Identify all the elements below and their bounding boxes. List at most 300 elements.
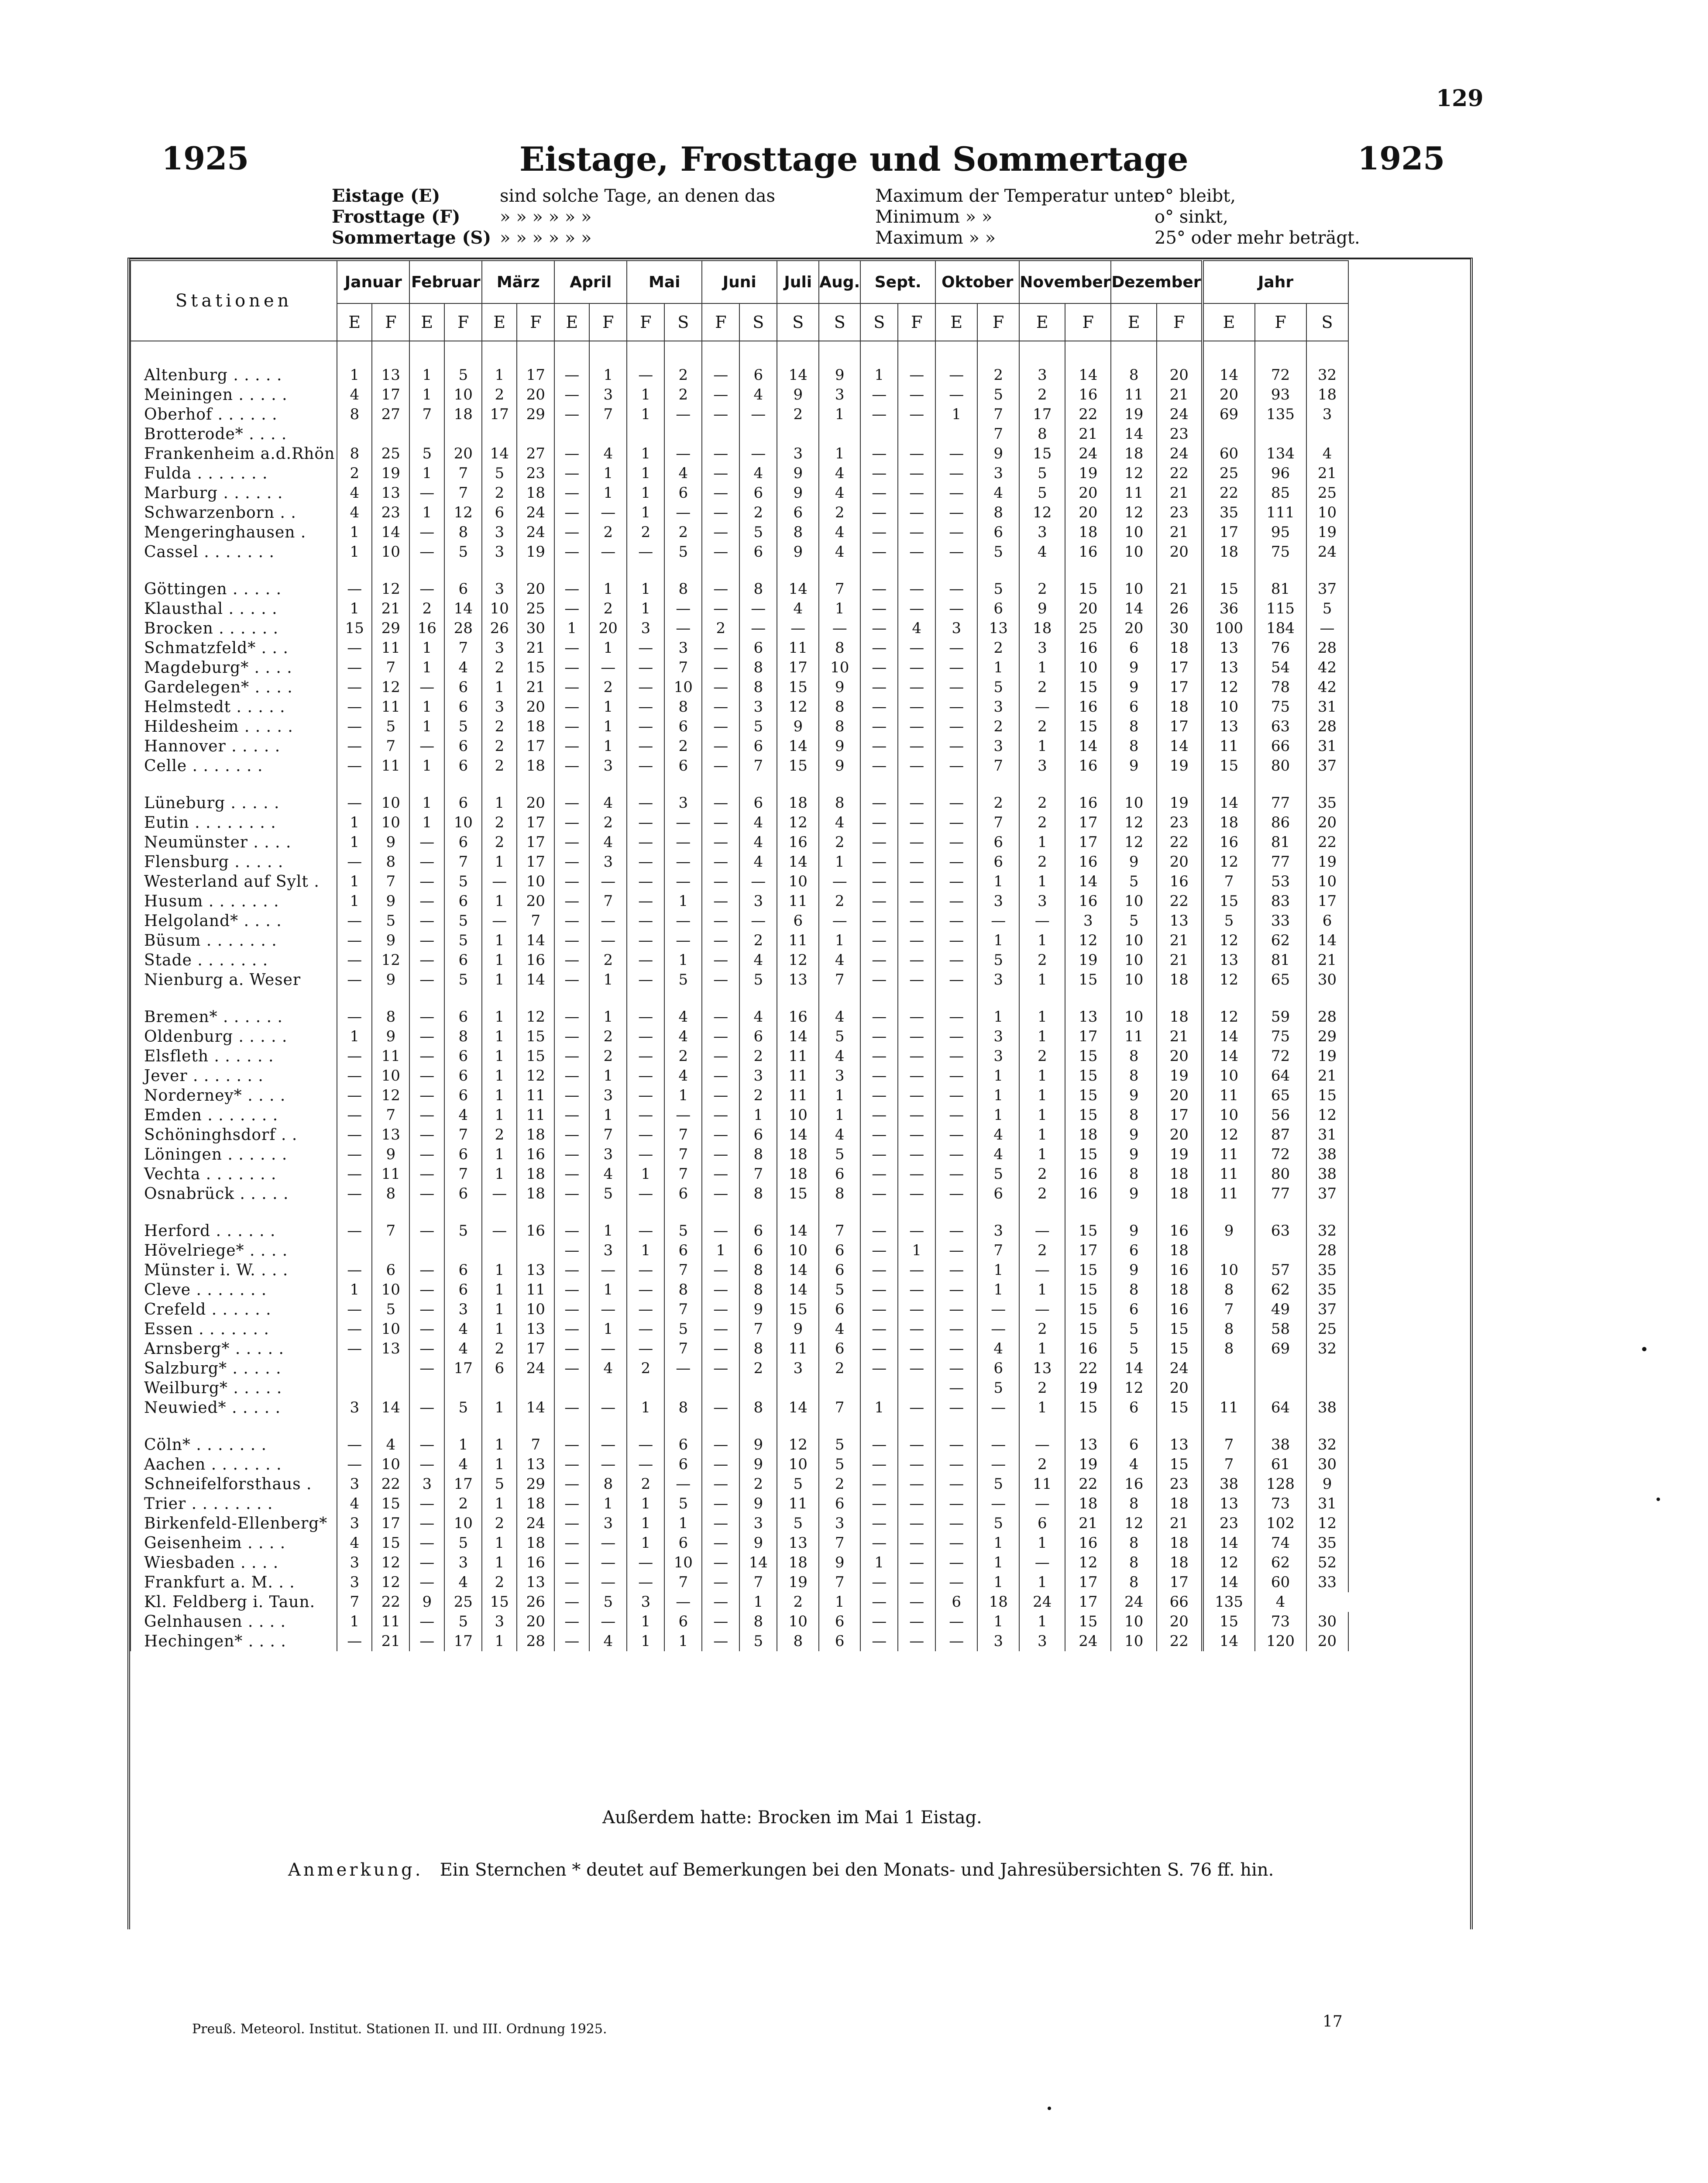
value-cell: —: [898, 1612, 935, 1632]
value-cell: —: [819, 911, 860, 931]
value-cell: —: [337, 678, 372, 697]
value-cell: 7: [444, 1164, 482, 1184]
value-cell: —: [409, 1047, 444, 1066]
station-name: Schöninghsdorf . .: [131, 1125, 337, 1145]
station-name: Osnabrück . . . . .: [131, 1184, 337, 1204]
value-cell: 3: [589, 1241, 627, 1260]
value-cell: 3: [819, 1514, 860, 1533]
value-cell: 6: [777, 911, 819, 931]
value-cell: 2: [739, 931, 777, 950]
month-header: März: [482, 261, 554, 303]
value-cell: 29: [1306, 1027, 1348, 1047]
value-cell: 22: [1065, 1474, 1111, 1494]
value-cell: —: [627, 638, 664, 658]
table-row: [131, 1632, 1348, 1651]
value-cell: —: [337, 1339, 372, 1359]
value-cell: [898, 1378, 935, 1398]
value-cell: 2: [664, 1047, 702, 1066]
value-cell: [739, 1378, 777, 1398]
value-cell: [482, 1241, 517, 1260]
value-cell: 1: [589, 970, 627, 990]
weather-table: [130, 260, 1349, 1651]
value-cell: 3: [337, 1573, 372, 1592]
sub-header-cell: S: [739, 303, 777, 341]
gap-cell: [702, 562, 739, 579]
value-cell: —: [589, 1260, 627, 1280]
value-cell: 9: [819, 756, 860, 776]
value-cell: 10: [1203, 1105, 1255, 1125]
value-cell: 10: [444, 1514, 482, 1533]
value-cell: 2: [482, 1125, 517, 1145]
value-cell: —: [664, 1592, 702, 1612]
value-cell: —: [898, 1221, 935, 1241]
value-cell: 18: [1157, 1007, 1203, 1027]
value-cell: 4: [739, 813, 777, 833]
month-header: Juni: [702, 261, 777, 303]
value-cell: 5: [589, 1592, 627, 1612]
value-cell: 6: [739, 365, 777, 385]
value-cell: 20: [1306, 813, 1348, 833]
value-cell: —: [554, 931, 589, 950]
value-cell: —: [860, 1007, 898, 1027]
value-cell: 3: [977, 1221, 1019, 1241]
value-cell: —: [860, 697, 898, 717]
value-cell: 1: [482, 1145, 517, 1164]
value-cell: 5: [739, 970, 777, 990]
value-cell: 1: [977, 1573, 1019, 1592]
table-row: [131, 1455, 1348, 1474]
value-cell: 1: [860, 1553, 898, 1573]
gap-cell: [664, 1418, 702, 1435]
value-cell: 16: [1065, 638, 1111, 658]
value-cell: 6: [482, 1359, 517, 1378]
value-cell: [777, 424, 819, 444]
value-cell: 1: [627, 1164, 664, 1184]
value-cell: —: [554, 911, 589, 931]
value-cell: 20: [1157, 1378, 1203, 1398]
value-cell: —: [589, 1573, 627, 1592]
value-cell: 10: [1111, 950, 1157, 970]
value-cell: 25: [444, 1592, 482, 1612]
value-cell: 9: [1111, 756, 1157, 776]
gap-cell: [819, 990, 860, 1007]
value-cell: 62: [1255, 1553, 1306, 1573]
value-cell: 6: [664, 1612, 702, 1632]
value-cell: 10: [1203, 697, 1255, 717]
value-cell: 25: [517, 599, 554, 619]
value-cell: —: [898, 1494, 935, 1514]
gap-cell: [977, 990, 1019, 1007]
gap-cell: [777, 1418, 819, 1435]
gap-cell: [1157, 341, 1203, 365]
value-cell: 16: [517, 1553, 554, 1573]
value-cell: 6: [444, 1007, 482, 1027]
value-cell: 1: [482, 1398, 517, 1418]
value-cell: 14: [1111, 424, 1157, 444]
value-cell: 1: [819, 599, 860, 619]
value-cell: 2: [1019, 1047, 1065, 1066]
value-cell: 6: [1306, 911, 1348, 931]
value-cell: [409, 424, 444, 444]
value-cell: 8: [664, 579, 702, 599]
value-cell: 23: [372, 503, 409, 523]
value-cell: —: [627, 872, 664, 892]
value-cell: 7: [444, 638, 482, 658]
value-cell: —: [627, 1455, 664, 1474]
value-cell: [1306, 1378, 1348, 1398]
value-cell: 2: [739, 1086, 777, 1105]
gap-cell: [554, 776, 589, 793]
value-cell: 9: [739, 1533, 777, 1553]
value-cell: —: [664, 599, 702, 619]
value-cell: 4: [819, 1007, 860, 1027]
value-cell: —: [1019, 911, 1065, 931]
gap-cell: [739, 1418, 777, 1435]
value-cell: 2: [977, 365, 1019, 385]
table-row: [131, 1435, 1348, 1455]
value-cell: 5: [739, 1632, 777, 1651]
value-cell: 30: [1157, 619, 1203, 638]
station-name: Münster i. W. . . .: [131, 1260, 337, 1280]
value-cell: —: [702, 365, 739, 385]
value-cell: 7: [444, 1125, 482, 1145]
value-cell: 28: [1306, 1007, 1348, 1027]
value-cell: [517, 424, 554, 444]
gap-cell: [664, 562, 702, 579]
value-cell: 15: [1203, 579, 1255, 599]
value-cell: 1: [482, 1494, 517, 1514]
value-cell: 15: [1065, 1047, 1111, 1066]
value-cell: 3: [1019, 1632, 1065, 1651]
value-cell: 11: [1203, 1145, 1255, 1164]
value-cell: —: [860, 1164, 898, 1184]
table-row: [131, 1339, 1348, 1359]
value-cell: 20: [517, 1612, 554, 1632]
value-cell: 5: [1111, 911, 1157, 931]
gap-cell: [898, 341, 935, 365]
value-cell: 1: [977, 1612, 1019, 1632]
table-row: [131, 483, 1348, 503]
value-cell: 13: [372, 365, 409, 385]
value-cell: —: [860, 911, 898, 931]
gap-cell: [409, 1418, 444, 1435]
value-cell: 15: [777, 1300, 819, 1319]
value-cell: 1: [819, 852, 860, 872]
value-cell: 9: [1111, 1221, 1157, 1241]
value-cell: 8: [1111, 1494, 1157, 1514]
value-cell: 7: [589, 1125, 627, 1145]
value-cell: 15: [1065, 1105, 1111, 1125]
value-cell: —: [702, 678, 739, 697]
table-row: [131, 737, 1348, 756]
value-cell: 1: [482, 793, 517, 813]
station-name: Bremen* . . . . . .: [131, 1007, 337, 1027]
value-cell: —: [860, 1221, 898, 1241]
value-cell: —: [702, 852, 739, 872]
value-cell: 16: [1065, 756, 1111, 776]
value-cell: 8: [819, 717, 860, 737]
value-cell: 1: [409, 365, 444, 385]
value-cell: —: [554, 1398, 589, 1418]
value-cell: [444, 1378, 482, 1398]
value-cell: —: [409, 1455, 444, 1474]
value-cell: —: [409, 1027, 444, 1047]
value-cell: —: [860, 1474, 898, 1494]
value-cell: —: [664, 1105, 702, 1125]
value-cell: —: [664, 619, 702, 638]
value-cell: 1: [627, 1494, 664, 1514]
value-cell: —: [409, 833, 444, 852]
value-cell: 5: [444, 1612, 482, 1632]
station-name: Birkenfeld-Ellenberg*: [131, 1514, 337, 1533]
value-cell: 8: [739, 1280, 777, 1300]
value-cell: 21: [1157, 523, 1203, 542]
value-cell: 6: [482, 503, 517, 523]
value-cell: 6: [739, 1125, 777, 1145]
value-cell: 1: [589, 365, 627, 385]
value-cell: 6: [977, 833, 1019, 852]
value-cell: —: [935, 970, 977, 990]
value-cell: 8: [739, 1184, 777, 1204]
value-cell: 17: [1157, 717, 1203, 737]
table-row: [131, 852, 1348, 872]
value-cell: 1: [554, 619, 589, 638]
value-cell: 1: [482, 1027, 517, 1047]
gap-cell: [1019, 776, 1065, 793]
value-cell: —: [860, 658, 898, 678]
value-cell: 18: [1306, 385, 1348, 405]
value-cell: 56: [1255, 1105, 1306, 1125]
value-cell: —: [898, 1514, 935, 1533]
sub-header-cell: E: [482, 303, 517, 341]
value-cell: 59: [1255, 1007, 1306, 1027]
sub-header-cell: E: [1019, 303, 1065, 341]
value-cell: 5: [409, 444, 444, 464]
value-cell: 7: [739, 1164, 777, 1184]
value-cell: 32: [1306, 1221, 1348, 1241]
value-cell: —: [664, 813, 702, 833]
value-cell: 15: [1065, 1066, 1111, 1086]
value-cell: 5: [444, 1533, 482, 1553]
value-cell: 4: [819, 483, 860, 503]
value-cell: [337, 1241, 372, 1260]
value-cell: —: [860, 619, 898, 638]
table-row: [131, 1553, 1348, 1573]
value-cell: —: [935, 1027, 977, 1047]
value-cell: 19: [777, 1573, 819, 1592]
gap-cell: [444, 1418, 482, 1435]
value-cell: —: [554, 405, 589, 424]
value-cell: 7: [372, 1221, 409, 1241]
gap-cell: [935, 562, 977, 579]
value-cell: 100: [1203, 619, 1255, 638]
station-name: Büsum . . . . . . .: [131, 931, 337, 950]
value-cell: 11: [1203, 737, 1255, 756]
value-cell: —: [739, 405, 777, 424]
value-cell: [860, 1378, 898, 1398]
value-cell: 80: [1255, 1164, 1306, 1184]
value-cell: —: [935, 756, 977, 776]
value-cell: —: [337, 658, 372, 678]
value-cell: 13: [1157, 1435, 1203, 1455]
table-row: [131, 872, 1348, 892]
value-cell: 12: [444, 503, 482, 523]
value-cell: —: [977, 1494, 1019, 1514]
value-cell: [444, 424, 482, 444]
group-gap: [131, 776, 1348, 793]
value-cell: —: [554, 1105, 589, 1125]
value-cell: 3: [1019, 892, 1065, 911]
value-cell: 2: [977, 793, 1019, 813]
gap-cell: [1019, 341, 1065, 365]
value-cell: 6: [664, 1455, 702, 1474]
value-cell: —: [554, 1494, 589, 1514]
value-cell: —: [702, 444, 739, 464]
value-cell: —: [409, 1398, 444, 1418]
value-cell: 1: [977, 1280, 1019, 1300]
value-cell: 14: [777, 852, 819, 872]
value-cell: —: [664, 503, 702, 523]
value-cell: 37: [1306, 1184, 1348, 1204]
value-cell: 8: [819, 1184, 860, 1204]
value-cell: 7: [517, 1435, 554, 1455]
value-cell: 8: [739, 1612, 777, 1632]
value-cell: —: [935, 678, 977, 697]
value-cell: 19: [372, 464, 409, 483]
value-cell: —: [554, 1047, 589, 1066]
value-cell: 30: [517, 619, 554, 638]
value-cell: —: [337, 1164, 372, 1184]
value-cell: —: [554, 1007, 589, 1027]
value-cell: —: [898, 542, 935, 562]
value-cell: —: [898, 503, 935, 523]
value-cell: 5: [739, 717, 777, 737]
value-cell: 25: [1065, 619, 1111, 638]
value-cell: 14: [1065, 365, 1111, 385]
value-cell: —: [860, 1145, 898, 1164]
value-cell: —: [860, 1435, 898, 1455]
value-cell: 4: [372, 1435, 409, 1455]
value-cell: 3: [589, 756, 627, 776]
value-cell: 10: [1203, 1260, 1255, 1280]
value-cell: 10: [372, 542, 409, 562]
value-cell: 14: [1203, 1573, 1255, 1592]
gap-cell: [444, 1204, 482, 1221]
value-cell: 15: [777, 756, 819, 776]
value-cell: 9: [1306, 1474, 1348, 1494]
value-cell: 4: [739, 385, 777, 405]
value-cell: 6: [739, 638, 777, 658]
value-cell: 2: [482, 1573, 517, 1592]
value-cell: 11: [1203, 1398, 1255, 1418]
value-cell: —: [935, 1280, 977, 1300]
value-cell: —: [898, 1280, 935, 1300]
gap-cell: [1111, 776, 1157, 793]
value-cell: 17: [1065, 1241, 1111, 1260]
station-name: Weilburg* . . . . .: [131, 1378, 337, 1398]
value-cell: 4: [739, 950, 777, 970]
value-cell: 17: [1019, 405, 1065, 424]
value-cell: 2: [664, 365, 702, 385]
value-cell: —: [554, 1280, 589, 1300]
value-cell: 3: [482, 542, 517, 562]
value-cell: —: [860, 579, 898, 599]
value-cell: 16: [1157, 1300, 1203, 1319]
value-cell: 13: [517, 1455, 554, 1474]
value-cell: 62: [1255, 1280, 1306, 1300]
value-cell: 14: [372, 1398, 409, 1418]
sub-header-cell: F: [372, 303, 409, 341]
value-cell: 10: [372, 1455, 409, 1474]
value-cell: 1: [482, 1007, 517, 1027]
value-cell: 1: [819, 1105, 860, 1125]
value-cell: 5: [977, 1514, 1019, 1533]
value-cell: —: [898, 1260, 935, 1280]
gap-cell: [627, 341, 664, 365]
value-cell: 1: [1019, 1398, 1065, 1418]
value-cell: —: [554, 1241, 589, 1260]
value-cell: 17: [777, 658, 819, 678]
value-cell: 10: [372, 1066, 409, 1086]
value-cell: —: [589, 1533, 627, 1553]
value-cell: 20: [1157, 542, 1203, 562]
value-cell: 1: [664, 892, 702, 911]
value-cell: —: [409, 911, 444, 931]
value-cell: 11: [372, 1164, 409, 1184]
value-cell: 13: [372, 1339, 409, 1359]
gap-cell: [1306, 341, 1348, 365]
value-cell: 81: [1255, 833, 1306, 852]
value-cell: 1: [627, 1514, 664, 1533]
value-cell: —: [860, 405, 898, 424]
value-cell: —: [977, 1435, 1019, 1455]
value-cell: 9: [372, 931, 409, 950]
definition-sommertage: [332, 227, 1360, 248]
sub-header-cell: F: [1255, 303, 1306, 341]
value-cell: 4: [337, 1494, 372, 1514]
value-cell: 5: [977, 1378, 1019, 1398]
sub-header-cell: E: [409, 303, 444, 341]
value-cell: 20: [1157, 1125, 1203, 1145]
value-cell: 6: [372, 1260, 409, 1280]
value-cell: —: [627, 1300, 664, 1319]
value-cell: 22: [372, 1592, 409, 1612]
value-cell: 31: [1306, 737, 1348, 756]
value-cell: 7: [977, 813, 1019, 833]
value-cell: 72: [1255, 365, 1306, 385]
value-cell: 6: [444, 892, 482, 911]
value-cell: [1306, 1359, 1348, 1378]
value-cell: —: [860, 872, 898, 892]
value-cell: 5: [819, 1145, 860, 1164]
value-cell: —: [935, 385, 977, 405]
table-row: [131, 1398, 1348, 1418]
page-title: Eistage, Frosttage und Sommertage: [519, 140, 1189, 179]
month-header: Februar: [409, 261, 482, 303]
table-row: [131, 1514, 1348, 1533]
value-cell: 81: [1255, 950, 1306, 970]
value-cell: 1: [589, 1494, 627, 1514]
value-cell: —: [702, 813, 739, 833]
value-cell: —: [627, 678, 664, 697]
value-cell: 2: [1019, 1455, 1065, 1474]
value-cell: —: [739, 911, 777, 931]
definition-text: sind solche Tage, an denen das: [500, 186, 775, 206]
gap-cell: [898, 562, 935, 579]
value-cell: 1: [589, 483, 627, 503]
value-cell: —: [898, 1455, 935, 1474]
value-cell: 1: [977, 1260, 1019, 1280]
